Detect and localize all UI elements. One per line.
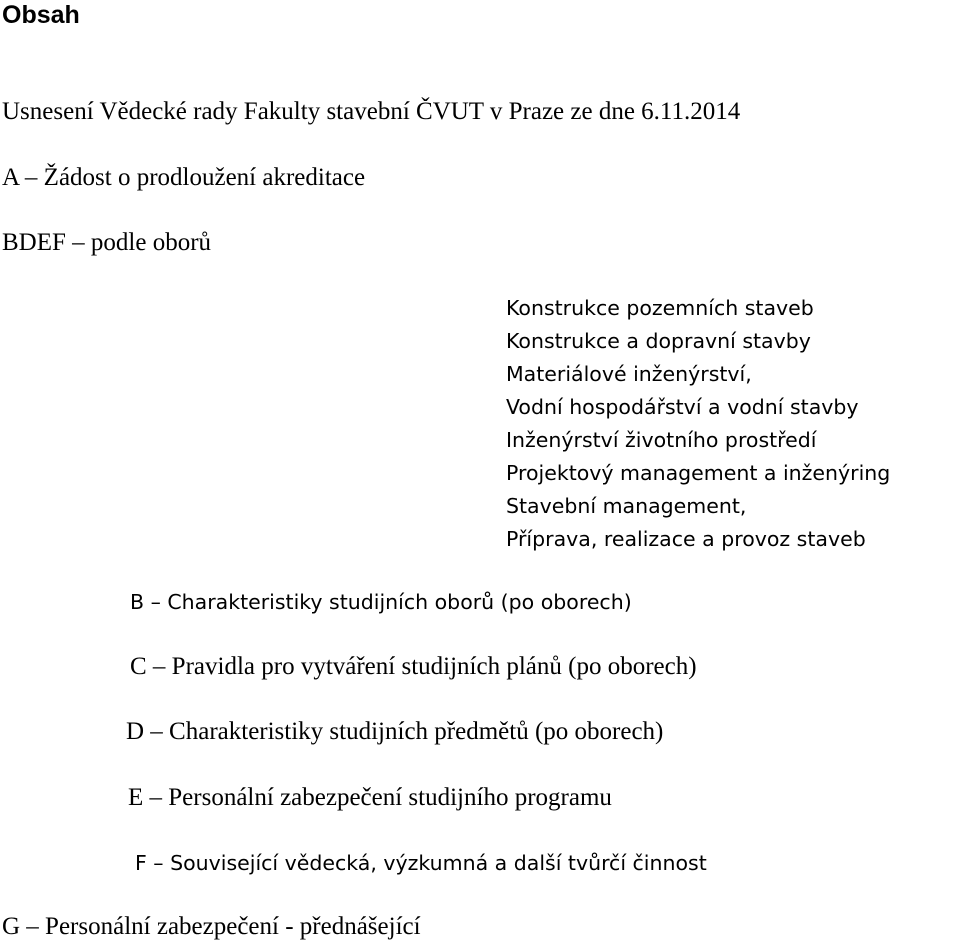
field-item: Stavební management,: [506, 494, 747, 518]
field-item: Konstrukce pozemních staveb: [506, 296, 814, 320]
section-bdef: BDEF – podle oborů: [2, 229, 212, 256]
section-a: A – Žádost o prodloužení akreditace: [2, 164, 366, 191]
field-item: Vodní hospodářství a vodní stavby: [506, 395, 859, 419]
section-f: F – Související vědecká, výzkumná a další tvůrčí činnost: [135, 851, 707, 875]
field-list: [506, 292, 890, 556]
section-g: G – Personální zabezpečení - přednášející: [2, 913, 421, 940]
page-title: Obsah: [2, 1, 80, 29]
field-item: Projektový management a inženýring: [506, 461, 891, 485]
field-item: Materiálové inženýrství,: [506, 362, 752, 386]
section-c: C – Pravidla pro vytváření studijních plánů (po oborech): [130, 653, 697, 680]
field-item: Příprava, realizace a provoz staveb: [506, 527, 866, 551]
resolution-line: Usnesení Vědecké rady Fakulty stavební ČVUT v Praze ze dne 6.11.2014: [2, 98, 741, 125]
section-b: B – Charakteristiky studijních oborů (po oborech): [130, 590, 632, 614]
section-d: D – Charakteristiky studijních předmětů (po oborech): [126, 718, 664, 745]
section-e: E – Personální zabezpečení studijního programu: [128, 784, 612, 811]
field-item: Konstrukce a dopravní stavby: [506, 329, 811, 353]
field-item: Inženýrství životního prostředí: [506, 428, 817, 452]
